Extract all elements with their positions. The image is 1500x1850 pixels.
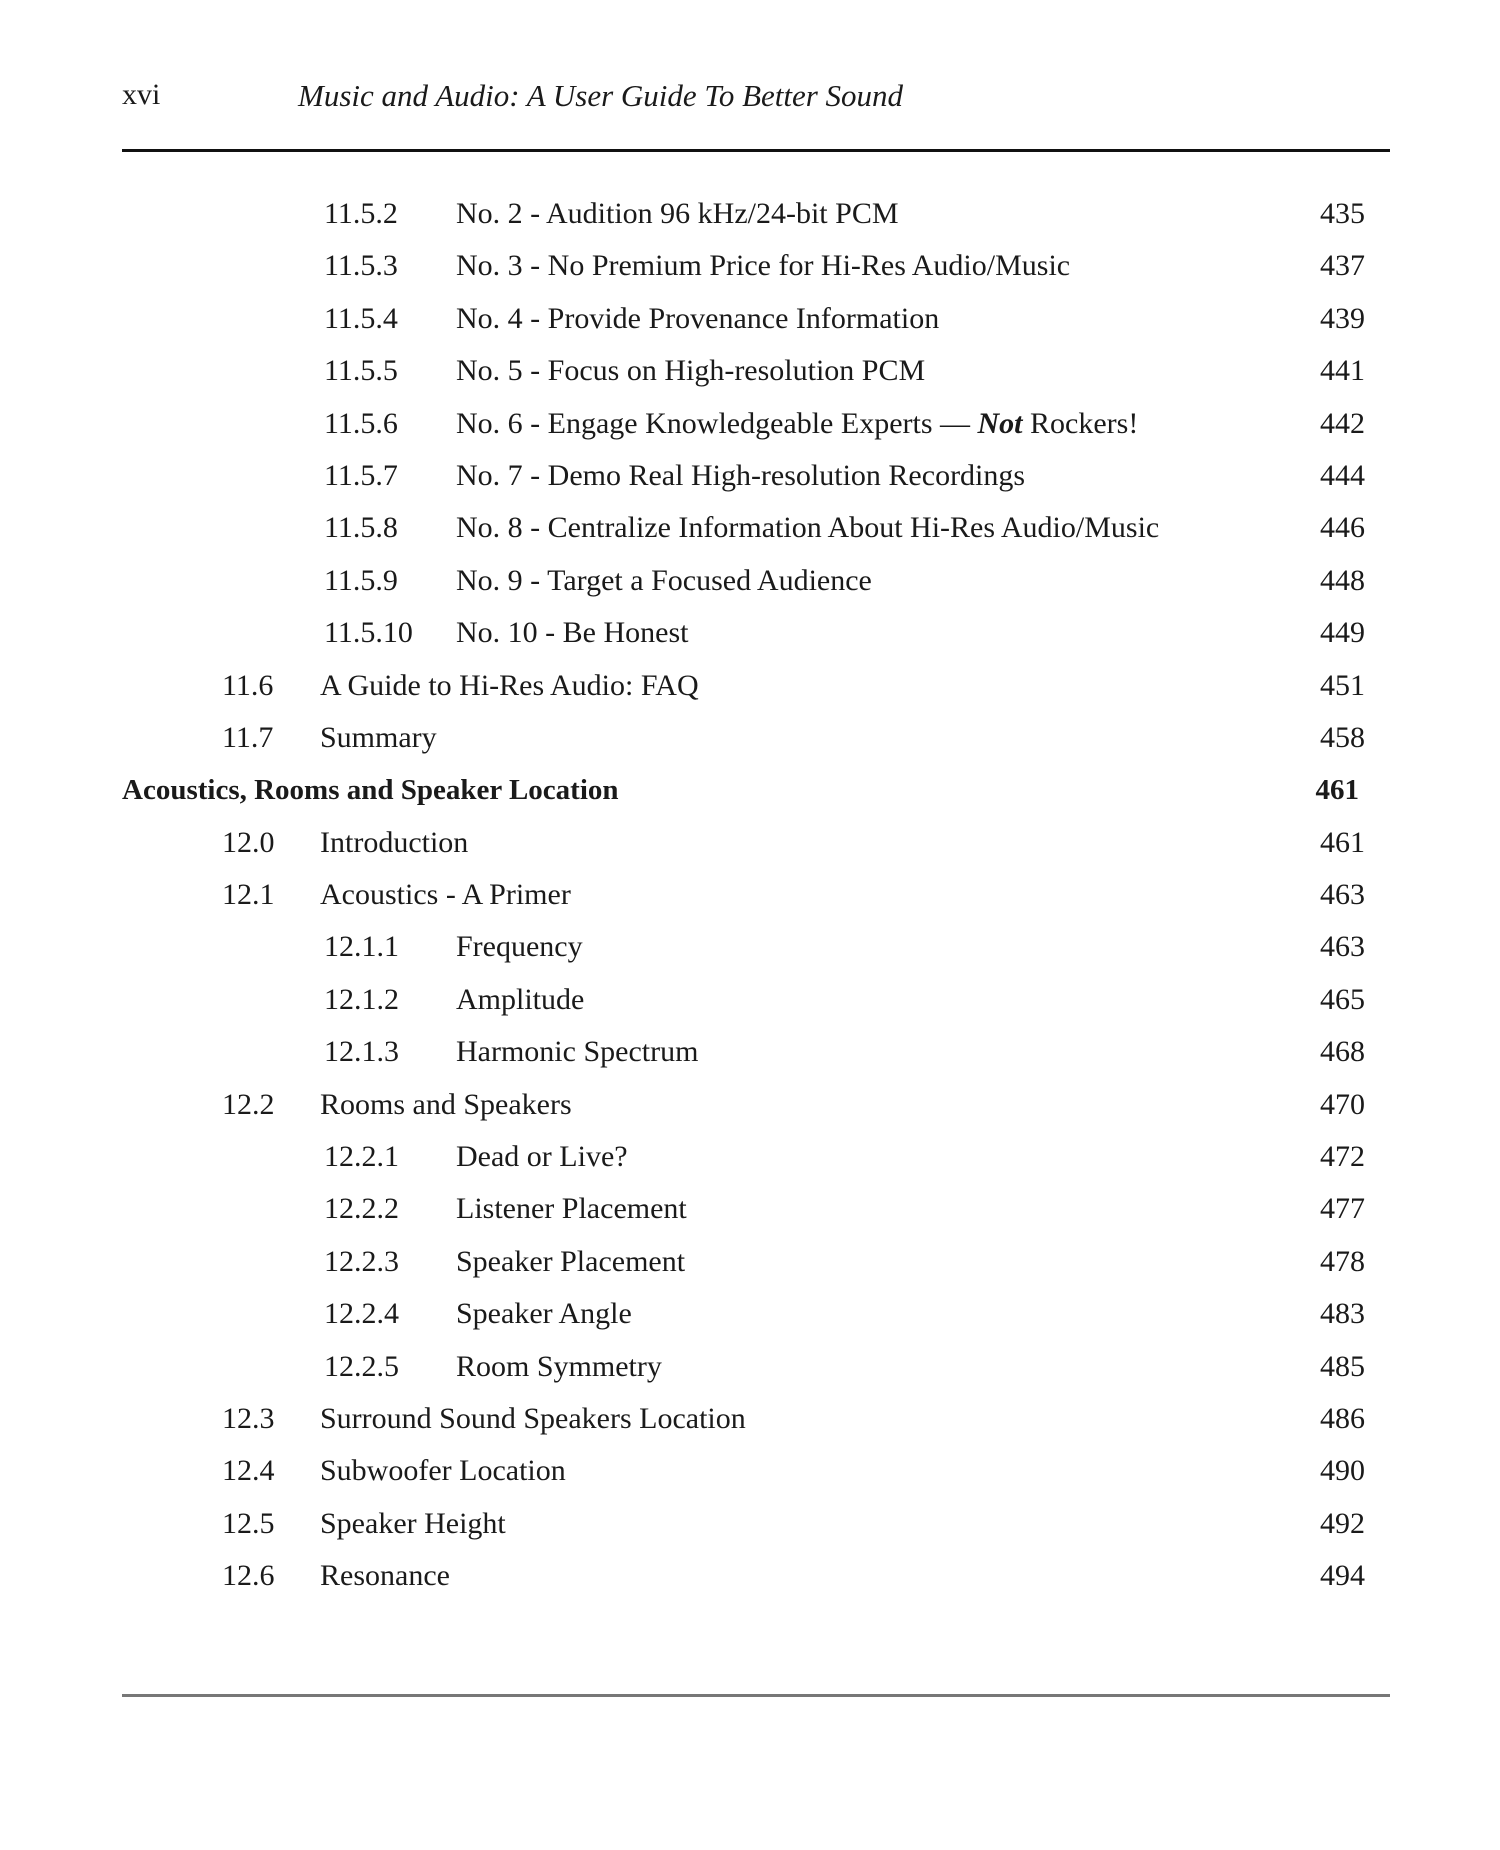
- toc-entry[interactable]: [122, 1445, 1365, 1497]
- entry-number: 11.5.3: [324, 249, 398, 283]
- entry-title: No. 10 - Be Honest: [456, 616, 689, 650]
- toc-entry[interactable]: [122, 450, 1365, 502]
- entry-number: 12.2.2: [324, 1192, 399, 1226]
- entry-title-emphasis: Not: [977, 406, 1023, 440]
- page-number: xvi: [122, 78, 161, 111]
- entry-title: Harmonic Spectrum: [456, 1035, 699, 1069]
- entry-number: 11.7: [222, 720, 274, 754]
- entry-title: No. 5 - Focus on High-resolution PCM: [456, 354, 926, 388]
- toc-entry[interactable]: [122, 1498, 1365, 1550]
- entry-title: Subwoofer Location: [320, 1454, 566, 1488]
- entry-title: Speaker Height: [320, 1506, 506, 1540]
- entry-number: 12.1.2: [324, 982, 399, 1016]
- entry-number: 12.0: [222, 825, 275, 859]
- toc-entry[interactable]: [122, 1341, 1365, 1393]
- entry-page: 442: [1320, 406, 1365, 440]
- chapter-page: 461: [1315, 774, 1359, 807]
- entry-title: Resonance: [320, 1559, 450, 1593]
- entry-page: 463: [1320, 930, 1365, 964]
- toc-entry[interactable]: [122, 240, 1365, 292]
- toc-entry[interactable]: [122, 869, 1365, 921]
- entry-number: 12.1.1: [324, 930, 399, 964]
- entry-title: Surround Sound Speakers Location: [320, 1401, 746, 1435]
- toc-entry[interactable]: [122, 1026, 1365, 1078]
- entry-title: No. 2 - Audition 96 kHz/24-bit PCM: [456, 197, 899, 230]
- entry-page: 446: [1320, 511, 1365, 545]
- toc-entry[interactable]: [122, 1131, 1365, 1183]
- entry-page: 470: [1320, 1087, 1365, 1121]
- toc-entry[interactable]: [122, 555, 1365, 607]
- entry-page: 458: [1320, 720, 1365, 754]
- toc-entry[interactable]: [122, 1550, 1365, 1602]
- running-title: Music and Audio: A User Guide To Better Sound: [298, 78, 904, 113]
- entry-title: A Guide to Hi-Res Audio: FAQ: [320, 668, 699, 702]
- toc-entry[interactable]: [122, 974, 1365, 1026]
- page-header: [122, 78, 1390, 130]
- toc-entry[interactable]: [122, 1393, 1365, 1445]
- entry-number: 12.2.3: [324, 1244, 399, 1278]
- entry-number: 12.4: [222, 1454, 275, 1488]
- entry-number: 12.2.1: [324, 1140, 399, 1174]
- entry-number: 12.6: [222, 1559, 275, 1593]
- entry-title: Dead or Live?: [456, 1140, 628, 1174]
- entry-page: 451: [1320, 668, 1365, 702]
- entry-page: 477: [1320, 1192, 1365, 1226]
- footer-rule: [122, 1694, 1390, 1697]
- entry-number: 12.2.5: [324, 1349, 399, 1383]
- entry-title: Acoustics - A Primer: [320, 878, 571, 912]
- entry-number: 11.5.6: [324, 406, 398, 440]
- entry-page: 449: [1320, 616, 1365, 650]
- entry-page: 437: [1320, 249, 1365, 283]
- entry-title: Summary: [320, 720, 437, 754]
- entry-page: 468: [1320, 1035, 1365, 1069]
- entry-page: 435: [1320, 197, 1365, 230]
- entry-number: 11.5.9: [324, 563, 398, 597]
- entry-number: 12.5: [222, 1506, 275, 1540]
- entry-title: Room Symmetry: [456, 1349, 662, 1383]
- entry-number: 11.5.7: [324, 458, 398, 492]
- entry-page: 439: [1320, 301, 1365, 335]
- entry-number: 11.5.2: [324, 197, 398, 230]
- entry-page: 448: [1320, 563, 1365, 597]
- entry-page: 441: [1320, 354, 1365, 388]
- entry-page: 485: [1320, 1349, 1365, 1383]
- entry-number: 11.5.5: [324, 354, 398, 388]
- entry-number: 11.5.8: [324, 511, 398, 545]
- entry-title: Rooms and Speakers: [320, 1087, 572, 1121]
- entry-title: [456, 398, 1138, 450]
- toc-entry[interactable]: [122, 1288, 1365, 1340]
- toc-entry[interactable]: [122, 1183, 1365, 1235]
- entry-title: Introduction: [320, 825, 469, 859]
- entry-title: No. 4 - Provide Provenance Information: [456, 301, 940, 335]
- entry-page: 461: [1320, 825, 1365, 859]
- entry-page: 486: [1320, 1401, 1365, 1435]
- entry-title: Speaker Placement: [456, 1244, 686, 1278]
- entry-page: 490: [1320, 1454, 1365, 1488]
- toc-entry[interactable]: [122, 660, 1365, 712]
- entry-number: 12.2.4: [324, 1297, 399, 1331]
- header-rule: [122, 149, 1390, 152]
- entry-title-part: Rockers!: [1022, 406, 1139, 440]
- toc-entry[interactable]: [122, 502, 1365, 554]
- entry-number: 11.6: [222, 668, 274, 702]
- toc-entry[interactable]: [122, 293, 1365, 345]
- entry-title: Frequency: [456, 930, 583, 964]
- entry-page: 494: [1320, 1559, 1365, 1593]
- toc-entry[interactable]: [122, 1079, 1365, 1131]
- toc-chapter-entry[interactable]: [122, 764, 1365, 816]
- toc-entry[interactable]: [122, 921, 1365, 973]
- entry-title: No. 3 - No Premium Price for Hi-Res Audio/Music: [456, 249, 1071, 283]
- entry-number: 12.2: [222, 1087, 275, 1121]
- toc-entry[interactable]: [122, 1236, 1365, 1288]
- toc-entry[interactable]: [122, 712, 1365, 764]
- entry-page: 492: [1320, 1506, 1365, 1540]
- toc-entry[interactable]: [122, 607, 1365, 659]
- toc-entry[interactable]: [122, 188, 1365, 240]
- toc-entry[interactable]: [122, 345, 1365, 397]
- entry-number: 12.3: [222, 1401, 275, 1435]
- table-of-contents: [122, 188, 1365, 1603]
- entry-page: 472: [1320, 1140, 1365, 1174]
- toc-entry[interactable]: [122, 817, 1365, 869]
- entry-title: Listener Placement: [456, 1192, 687, 1226]
- toc-entry[interactable]: [122, 398, 1365, 450]
- entry-page: 444: [1320, 458, 1365, 492]
- entry-number: 12.1.3: [324, 1035, 399, 1069]
- entry-title: No. 7 - Demo Real High-resolution Recordings: [456, 458, 1026, 492]
- entry-page: 463: [1320, 878, 1365, 912]
- entry-title: No. 8 - Centralize Information About Hi-Res Audio/Music: [456, 511, 1160, 545]
- entry-number: 12.1: [222, 878, 275, 912]
- entry-page: 465: [1320, 982, 1365, 1016]
- entry-title-part: No. 6 - Engage Knowledgeable Experts —: [456, 406, 978, 440]
- entry-page: 478: [1320, 1244, 1365, 1278]
- entry-number: 11.5.10: [324, 616, 413, 650]
- entry-number: 11.5.4: [324, 301, 398, 335]
- entry-title: Amplitude: [456, 982, 585, 1016]
- entry-title: No. 9 - Target a Focused Audience: [456, 563, 872, 597]
- chapter-title: Acoustics, Rooms and Speaker Location: [122, 774, 619, 807]
- entry-title: Speaker Angle: [456, 1297, 632, 1331]
- entry-page: 483: [1320, 1297, 1365, 1331]
